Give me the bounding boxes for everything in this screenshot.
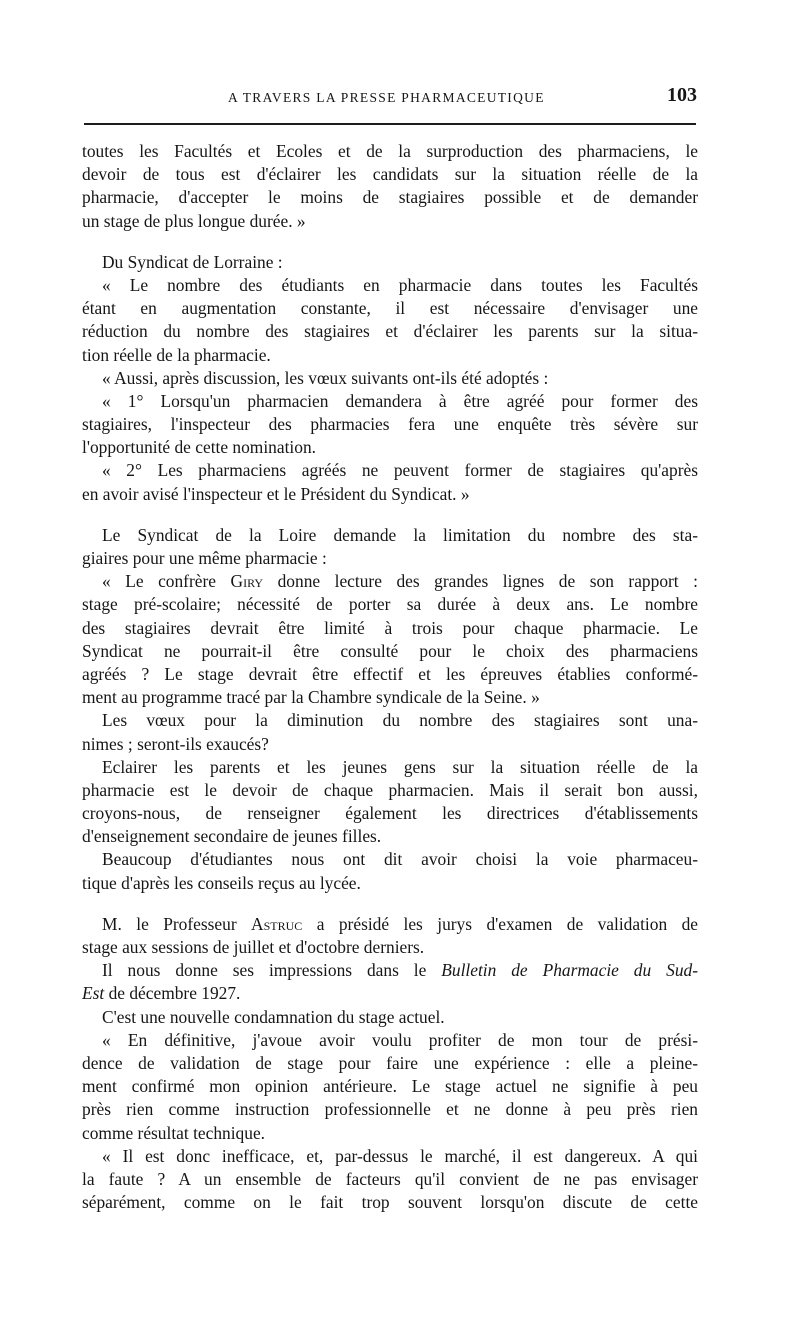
text-line: Les vœux pour la diminution du nombre des stagiaires sont una-	[102, 710, 698, 731]
text-line: tion réelle de la pharmacie.	[82, 344, 271, 365]
text-line: étant en augmentation constante, il est nécessaire d'envisager une	[82, 298, 698, 319]
body-text	[82, 140, 698, 1214]
text-line: « En définitive, j'avoue avoir voulu profiter de mon tour de prési-	[102, 1029, 698, 1050]
text-run: donne lecture des grandes lignes de son rapport :	[263, 571, 698, 592]
text-line: « 2° Les pharmaciens agréés ne peuvent former de stagiaires qu'après	[102, 460, 698, 481]
text-line: d'enseignement secondaire de jeunes filles.	[82, 826, 382, 847]
text-line: Du Syndicat de Lorraine :	[102, 251, 283, 272]
text-line: séparément, comme on le fait trop souvent lorsqu'on discute de cette	[82, 1192, 698, 1213]
text-line: stage pré-scolaire; nécessité de porter sa durée à deux ans. Le nombre	[82, 594, 698, 615]
text-line: Syndicat ne pourrait-il être consulté pour le choix des pharmaciens	[82, 640, 698, 661]
text-line: toutes les Facultés et Ecoles et de la surproduction des pharmaciens, le	[82, 141, 698, 161]
section-gap	[82, 506, 698, 524]
text-line: giaires pour une même pharmacie :	[82, 548, 327, 568]
text-line: près rien comme instruction professionnelle et ne donne à peu près rien	[82, 1099, 698, 1120]
header-rule	[84, 123, 696, 125]
text-line: croyons-nous, de renseigner également les directrices d'établissements	[82, 803, 698, 824]
text-line: ment au programme tracé par la Chambre syndicale de la Seine. »	[82, 687, 540, 708]
text-run: M. le Professeur	[102, 913, 252, 934]
text-line: stage aux sessions de juillet et d'octobre derniers.	[82, 937, 425, 957]
text-line: agréés ? Le stage devrait être effectif et les épreuves établies conformé-	[82, 663, 698, 684]
section-gap	[82, 895, 698, 913]
text-line: la faute ? A un ensemble de facteurs qu'il convient de ne pas envisager	[82, 1168, 698, 1189]
journal-title: Est	[82, 983, 105, 1004]
running-title: A TRAVERS LA PRESSE PHARMACEUTIQUE	[228, 90, 545, 105]
text-run: de décembre 1927.	[104, 983, 241, 1004]
text-line: dence de validation de stage pour faire une expérience : elle a pleine-	[82, 1052, 698, 1073]
section-gap	[82, 233, 698, 251]
text-line: devoir de tous est d'éclairer les candidats sur la situation réelle de la	[82, 164, 698, 185]
text-line: tique d'après les conseils reçus au lycée.	[82, 872, 361, 893]
text-line: « Le nombre des étudiants en pharmacie dans toutes les Facultés	[102, 274, 698, 295]
text-run: a présidé les jurys d'examen de validation de	[302, 913, 698, 934]
text-line: des stagiaires devrait être limité à trois pour chaque pharmacie. Le	[82, 617, 698, 638]
text-line: réduction du nombre des stagiaires et d'éclairer les parents sur la situa-	[82, 321, 698, 342]
text-line: ment confirmé mon opinion antérieure. Le stage actuel ne signifie à peu	[82, 1076, 698, 1097]
author-name: Giry	[230, 571, 264, 592]
text-line: « Il est donc inefficace, et, par-dessus le marché, il est dangereux. A qui	[102, 1145, 698, 1166]
text-line	[82, 982, 698, 1005]
text-line: l'opportunité de cette nomination.	[82, 437, 316, 458]
author-name: Astruc	[251, 913, 303, 934]
page-number: 103	[667, 84, 697, 106]
text-line: comme résultat technique.	[82, 1122, 266, 1143]
text-run: Il nous donne ses impressions dans le	[102, 960, 442, 981]
text-line: Le Syndicat de la Loire demande la limitation du nombre des sta-	[102, 524, 698, 545]
text-line	[82, 913, 698, 936]
text-line: Beaucoup d'étudiantes nous ont dit avoir choisi la voie pharmaceu-	[102, 849, 698, 870]
text-run: « Le confrère	[102, 571, 231, 592]
text-line	[82, 959, 698, 982]
text-line: nimes ; seront-ils exaucés?	[82, 733, 269, 754]
text-line: « 1° Lorsqu'un pharmacien demandera à être agréé pour former des	[102, 390, 698, 411]
text-line: « Aussi, après discussion, les vœux suivants ont-ils été adoptés :	[102, 367, 549, 388]
text-line: pharmacie est le devoir de chaque pharmacien. Mais il serait bon aussi,	[82, 779, 698, 800]
text-line: pharmacie, d'accepter le moins de stagiaires possible et de demander	[82, 187, 698, 208]
running-head	[80, 84, 697, 114]
text-line	[82, 570, 698, 593]
text-line: stagiaires, l'inspecteur des pharmacies fera une enquête très sévère sur	[82, 414, 698, 435]
journal-title: Bulletin de Pharmacie du Sud-	[441, 960, 698, 981]
text-line: un stage de plus longue durée. »	[82, 210, 306, 231]
text-line: en avoir avisé l'inspecteur et le Président du Syndicat. »	[82, 483, 470, 504]
text-line: C'est une nouvelle condamnation du stage actuel.	[102, 1006, 445, 1027]
text-line: Eclairer les parents et les jeunes gens sur la situation réelle de la	[102, 756, 698, 777]
